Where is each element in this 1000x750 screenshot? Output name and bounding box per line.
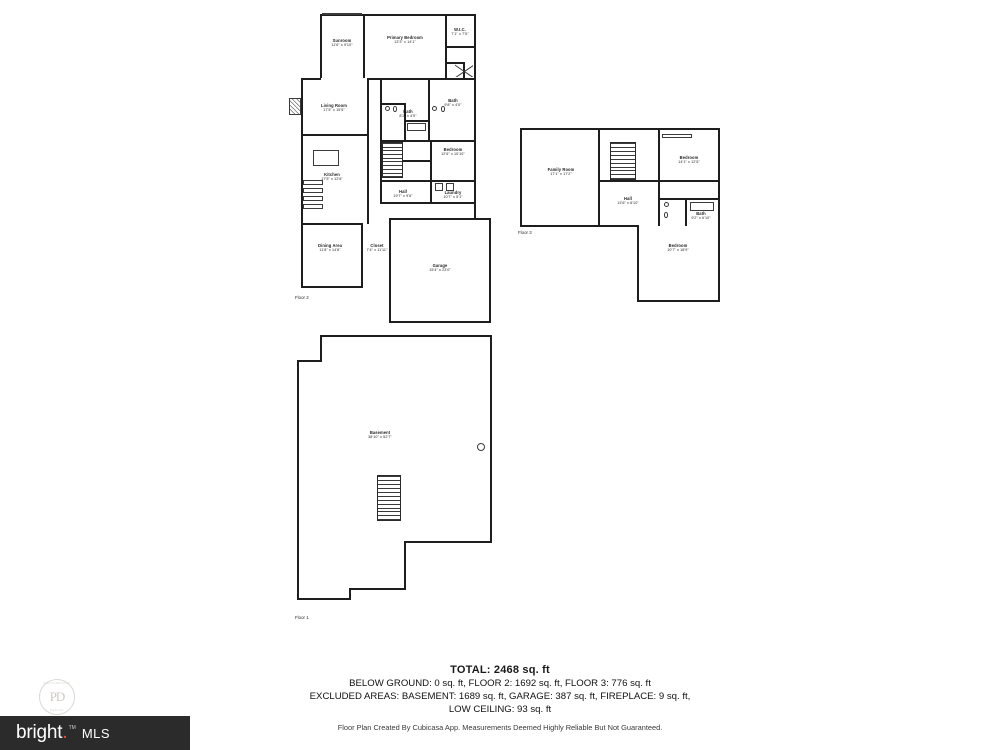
wall	[490, 335, 492, 542]
wall	[489, 218, 491, 323]
wall	[474, 134, 476, 220]
room-label: Family Room 17'1" x 17'2"	[547, 167, 575, 177]
wall	[301, 134, 367, 136]
room-label: Bath 8'2" x 4'9"	[399, 109, 417, 119]
floor-3-plan	[510, 120, 725, 315]
wall	[520, 128, 720, 130]
wall	[658, 128, 660, 180]
wall	[380, 78, 382, 202]
wall	[445, 46, 476, 48]
bright-logo-text: bright	[16, 722, 63, 743]
sink-fixture	[664, 202, 669, 207]
room-label: Primary Bedroom 13'3" x 14'1"	[387, 35, 423, 45]
toilet-fixture	[393, 106, 397, 112]
area-summary	[0, 664, 1000, 716]
room-label: Basement 38'10" x 52'7"	[368, 430, 392, 440]
wall	[389, 321, 491, 323]
wall	[598, 128, 620, 130]
wall	[361, 223, 363, 287]
wall	[658, 180, 720, 182]
counter	[303, 188, 323, 193]
wall	[320, 335, 492, 337]
wall	[520, 225, 638, 227]
sink-fixture	[385, 106, 390, 111]
washer-fixture	[435, 183, 443, 191]
room-label: Hall 19'7" x 9'6"	[393, 189, 413, 199]
floor-tag: Floor 3	[518, 230, 532, 235]
plan-credit: Floor Plan Created By Cubicasa App. Measurements Deemed Highly Reliable But Not Guaranteed.	[337, 723, 663, 732]
floor-1-plan	[285, 330, 505, 630]
room-label: Laundry 10'7" x 5'1"	[443, 190, 463, 200]
counter	[303, 196, 323, 201]
wall	[718, 128, 720, 226]
watermark-monogram: PD	[49, 689, 65, 704]
wall	[301, 286, 363, 288]
floor-tag: Floor 1	[295, 615, 309, 620]
tub-fixture	[690, 202, 714, 211]
wall	[301, 134, 303, 224]
wall	[598, 180, 658, 182]
wall	[363, 14, 365, 78]
watermark-top-text: PHOTOGRAPHY	[43, 682, 71, 685]
wall	[380, 103, 405, 105]
wall	[367, 78, 381, 80]
wall	[297, 598, 351, 600]
wall	[349, 588, 351, 600]
wall	[404, 541, 406, 589]
closet-shelf	[662, 134, 692, 138]
wall	[301, 223, 303, 287]
wall	[658, 180, 660, 226]
room-label: Bath 9'8" x 4'0"	[444, 98, 462, 108]
wall	[349, 588, 406, 590]
room-label: Bedroom 10'7" x 18'9"	[667, 243, 689, 253]
wall	[320, 14, 322, 78]
floor-2-plan	[285, 10, 500, 315]
room-label: Garage 15'4" x 23'0"	[429, 263, 451, 273]
photographer-watermark	[36, 676, 78, 718]
fireplace-hatch	[289, 98, 301, 115]
wall	[474, 14, 476, 134]
room-label: Living Room 17'5" x 15'5"	[321, 103, 347, 113]
mls-label: MLS	[81, 725, 111, 741]
wall	[430, 202, 475, 204]
watermark-bottom-text: DESIGN	[50, 709, 64, 712]
wall	[718, 225, 720, 301]
wall	[297, 360, 322, 362]
kitchen-island	[313, 150, 339, 166]
wall	[685, 198, 687, 226]
wall	[301, 78, 321, 80]
room-label: Closet 7'4" x 11'11"	[366, 243, 388, 253]
wall	[301, 78, 303, 135]
utility-marker	[477, 443, 485, 451]
counter	[303, 204, 323, 209]
shower-fixture	[455, 64, 473, 77]
staircase	[610, 142, 636, 180]
wall	[301, 223, 363, 225]
staircase	[382, 142, 403, 178]
bright-mls-logo-bar	[0, 716, 190, 750]
wall	[520, 128, 522, 226]
room-label: Kitchen 17'5" x 12'6"	[321, 172, 343, 182]
total-area: TOTAL: 2468 sq. ft	[450, 664, 550, 676]
window	[322, 13, 362, 15]
wall	[320, 335, 322, 361]
bright-logo-dot: .	[62, 722, 68, 743]
room-label: Sunroom 11'6" x 9'10"	[331, 38, 353, 48]
wall	[297, 360, 299, 600]
area-breakdown-line-2: EXCLUDED AREAS: BASEMENT: 1689 sq. ft, GARAGE: 387 sq. ft, FIREPLACE: 9 sq. ft,	[309, 690, 691, 702]
wall	[430, 180, 475, 182]
room-label: Bath 9'2" x 6'10"	[691, 211, 711, 221]
wall	[637, 300, 720, 302]
wall	[430, 140, 432, 202]
floor-tag: Floor 2	[295, 295, 309, 300]
wall	[380, 180, 430, 182]
room-label: W.I.C. 7'1" x 7'5"	[451, 27, 469, 37]
room-label: Bedroom 12'6" x 10'10"	[441, 147, 465, 157]
wall	[428, 78, 430, 140]
wall	[367, 78, 369, 224]
wall	[658, 198, 720, 200]
area-breakdown-line-3: LOW CEILING: 93 sq. ft	[448, 703, 552, 715]
sink-fixture	[432, 106, 437, 111]
room-label: Bedroom 14'1" x 12'5"	[678, 155, 700, 165]
toilet-fixture	[664, 212, 668, 218]
trademark-symbol: TM	[68, 725, 76, 731]
area-breakdown-line-1: BELOW GROUND: 0 sq. ft, FLOOR 2: 1692 sq. ft, FLOOR 3: 776 sq. ft	[349, 678, 651, 689]
counter	[303, 180, 323, 185]
room-label: Hall 13'6" x 6'10"	[617, 196, 639, 206]
wall	[637, 225, 639, 301]
room-label: Dining Area 11'8" x 14'8"	[318, 243, 342, 253]
staircase	[377, 475, 401, 521]
wall	[404, 541, 492, 543]
wall	[598, 128, 600, 226]
wall	[404, 120, 429, 122]
tub-fixture	[407, 123, 426, 131]
